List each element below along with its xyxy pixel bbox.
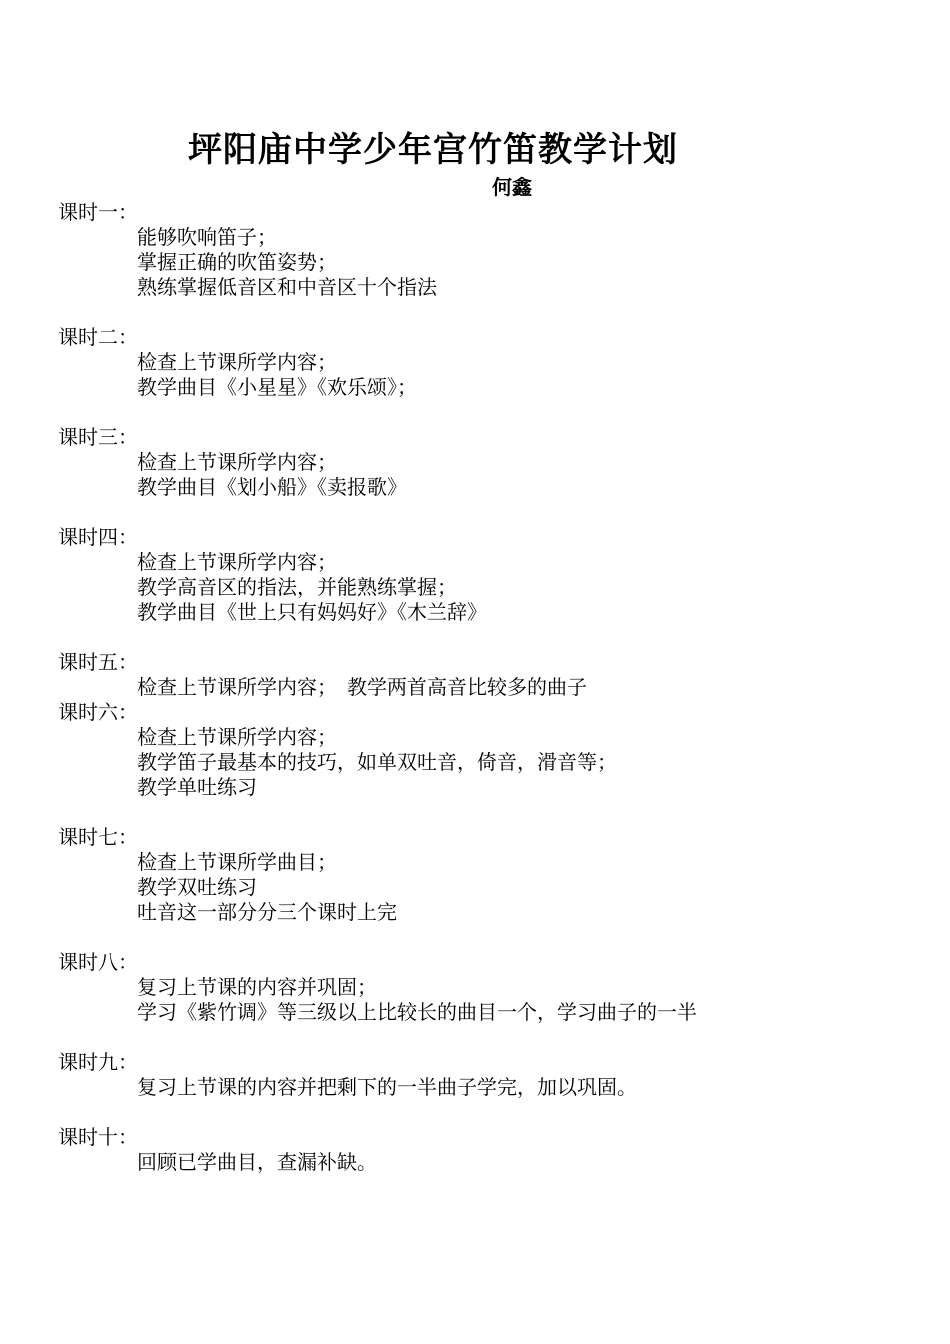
- spacer: [58, 300, 918, 325]
- lesson-8: [58, 950, 918, 1025]
- lesson-line: 教学曲目《小星星》《欢乐颂》；: [137, 375, 417, 399]
- lesson-heading: 课时七：: [58, 825, 138, 849]
- lesson-line: 检查上节课所学内容；: [137, 550, 337, 574]
- lesson-line: 检查上节课所学内容；: [137, 450, 337, 474]
- lesson-line: 检查上节课所学内容；: [137, 350, 337, 374]
- lesson-6: [58, 700, 918, 800]
- lesson-heading: 课时六：: [58, 700, 138, 724]
- lesson-line: 教学高音区的指法，并能熟练掌握；: [137, 575, 457, 599]
- lesson-line: 检查上节课所学内容； 教学两首高音比较多的曲子: [137, 675, 587, 699]
- lesson-line: 教学单吐练习: [137, 775, 257, 799]
- spacer: [58, 1025, 918, 1050]
- lesson-list: [58, 200, 918, 1175]
- lesson-heading: 课时八：: [58, 950, 138, 974]
- lesson-heading: 课时五：: [58, 650, 138, 674]
- lesson-heading: 课时四：: [58, 525, 138, 549]
- lesson-line: 检查上节课所学曲目；: [137, 850, 337, 874]
- lesson-line: 吐音这一部分分三个课时上完: [137, 900, 397, 924]
- lesson-line: 熟练掌握低音区和中音区十个指法: [137, 275, 437, 299]
- lesson-2: [58, 325, 918, 400]
- lesson-heading: 课时一：: [58, 200, 138, 224]
- lesson-line: 学习《紫竹调》等三级以上比较长的曲目一个，学习曲子的一半: [137, 1000, 697, 1024]
- spacer: [58, 800, 918, 825]
- lesson-10: [58, 1125, 918, 1175]
- lesson-4: [58, 525, 918, 625]
- lesson-7: [58, 825, 918, 925]
- lesson-line: 回顾已学曲目，查漏补缺。: [137, 1150, 377, 1174]
- lesson-line: 能够吹响笛子；: [137, 225, 277, 249]
- spacer: [58, 1100, 918, 1125]
- document-author: 何鑫: [492, 175, 532, 199]
- lesson-line: 复习上节课的内容并把剩下的一半曲子学完，加以巩固。: [137, 1075, 637, 1099]
- lesson-heading: 课时十：: [58, 1125, 138, 1149]
- lesson-5: [58, 650, 918, 700]
- lesson-3: [58, 425, 918, 500]
- lesson-line: 教学笛子最基本的技巧，如单双吐音，倚音，滑音等；: [137, 750, 617, 774]
- spacer: [58, 500, 918, 525]
- lesson-heading: 课时九：: [58, 1050, 138, 1074]
- lesson-line: 检查上节课所学内容；: [137, 725, 337, 749]
- lesson-9: [58, 1050, 918, 1100]
- spacer: [58, 925, 918, 950]
- lesson-heading: 课时三：: [58, 425, 138, 449]
- lesson-line: 教学曲目《世上只有妈妈好》《木兰辞》: [137, 600, 487, 624]
- lesson-heading: 课时二：: [58, 325, 138, 349]
- document-title: 坪阳庙中学少年宫竹笛教学计划: [188, 130, 678, 170]
- lesson-1: [58, 200, 918, 300]
- lesson-line: 教学曲目《划小船》《卖报歌》: [137, 475, 407, 499]
- spacer: [58, 625, 918, 650]
- lesson-line: 掌握正确的吹笛姿势；: [137, 250, 337, 274]
- lesson-line: 教学双吐练习: [137, 875, 257, 899]
- spacer: [58, 400, 918, 425]
- lesson-line: 复习上节课的内容并巩固；: [137, 975, 377, 999]
